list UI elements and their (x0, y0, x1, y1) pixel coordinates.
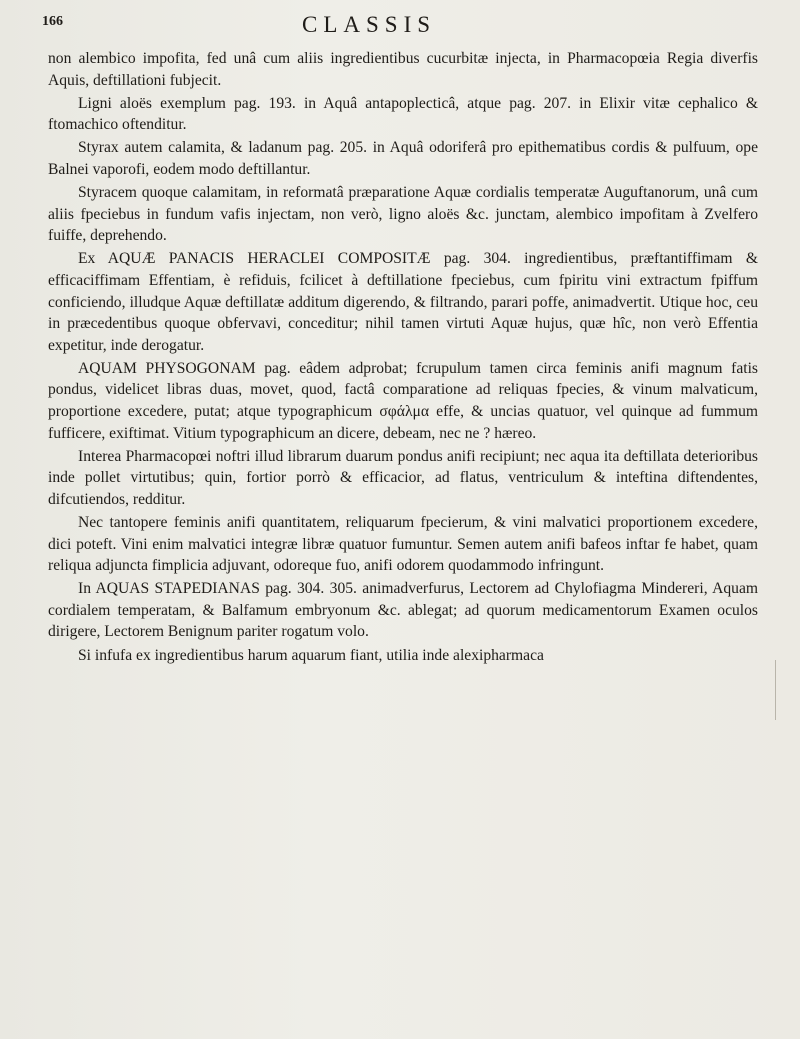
margin-line (769, 660, 776, 720)
paragraph-6: AQUAM PHYSOGONAM pag. eâdem adprobat; fcrupulum tamen circa feminis anifi magnum fatis pondus, videlicet libras duas, movet, quod, factâ comparatione ad reliquas fpecies, & vinum malvaticum, proportione excedere, putat; atque typographicum σφάλμα effe, & uncias quatuor, vel quinque ad fummum fufficere, exiftimat. Vitium typographicum an dicere, debeam, nec ne ? hæreo. (48, 359, 758, 442)
paragraph-1: non alembico impofita, fed unâ cum aliis ingredientibus cucurbitæ injecta, in Pharmacopœia Regia diverfis Aquis, deftillationi fubjecit. (48, 50, 758, 89)
paragraph-8: Nec tantopere feminis anifi quantitatem, reliquarum fpecierum, & vini malvatici proportionem excedere, dici poteft. Vini enim malvatici integræ libræ quatuor fumuntur. Semen autem anifi bafeos inftar fe habet, quam reliqua adjuncta fimplicia adjuvant, odoreque fuo, anifi odorem quodammodo infringunt. (48, 513, 758, 575)
paragraph-4: Styracem quoque calamitam, in reformatâ præparatione Aquæ cordialis temperatæ Auguftanorum, unâ cum aliis fpeciebus in fundum vafis injectam, non verò, ligno aloës &c. junctam, alembico impofitam à Zvelfero fuiffe, deprehendo. (48, 184, 758, 245)
page-header (42, 12, 762, 40)
body-text (48, 48, 758, 668)
paragraph-7: Interea Pharmacopœi noftri illud librarum duarum pondus anifi recipiunt; nec aqua ita deftillata deterioribus inde pollet virtutibus; quin, fortior porrò & efficacior, ad flatus, ventriculum & inteftina diftendentes, difcutiendos, redditur. (48, 447, 758, 508)
running-title: CLASSIS (302, 12, 437, 37)
page-number: 166 (42, 14, 63, 29)
paragraph-3: Styrax autem calamita, & ladanum pag. 205. in Aquâ odoriferâ pro epithematibus cordis & pulfuum, ope Balnei vaporofi, eodem modo deftillantur. (48, 139, 758, 178)
paragraph-9: In AQUAS STAPEDIANAS pag. 304. 305. animadverfurus, Lectorem ad Chylofiagma Mindereri, Aquam cordialem temperatam, & Balfamum embryonum &c. ablegat; ad quorum medicamentorum Examen oculos dirigere, Lectorem Benignum pariter rogatum volo. (48, 580, 758, 641)
paragraph-10: Si infufa ex ingredientibus harum aquarum fiant, utilia inde alexipharmaca (78, 646, 544, 664)
paragraph-2: Ligni aloës exemplum pag. 193. in Aquâ antapoplecticâ, atque pag. 207. in Elixir vitæ cephalico & ftomachico oftenditur. (48, 94, 758, 134)
paragraph-5: Ex AQUÆ PANACIS HERACLEI COMPOSITÆ pag. 304. ingredientibus, præftantiffimam & efficaciffimam Effentiam, è refiduis, fcilicet à deftillatione fpeciebus, cum fpiritu vini extractum fpiffum conficiendo, illudque Aquæ deftillatæ additum digerendo, & filtrando, parari poffe, animadvertit. Utique hoc, ceu in præcedentibus quoque obfervavi, conceditur; nihil tamen virtuti Aquæ hujus, quæ hîc, non verò Effentia expetitur, inde derogatur. (48, 250, 758, 354)
